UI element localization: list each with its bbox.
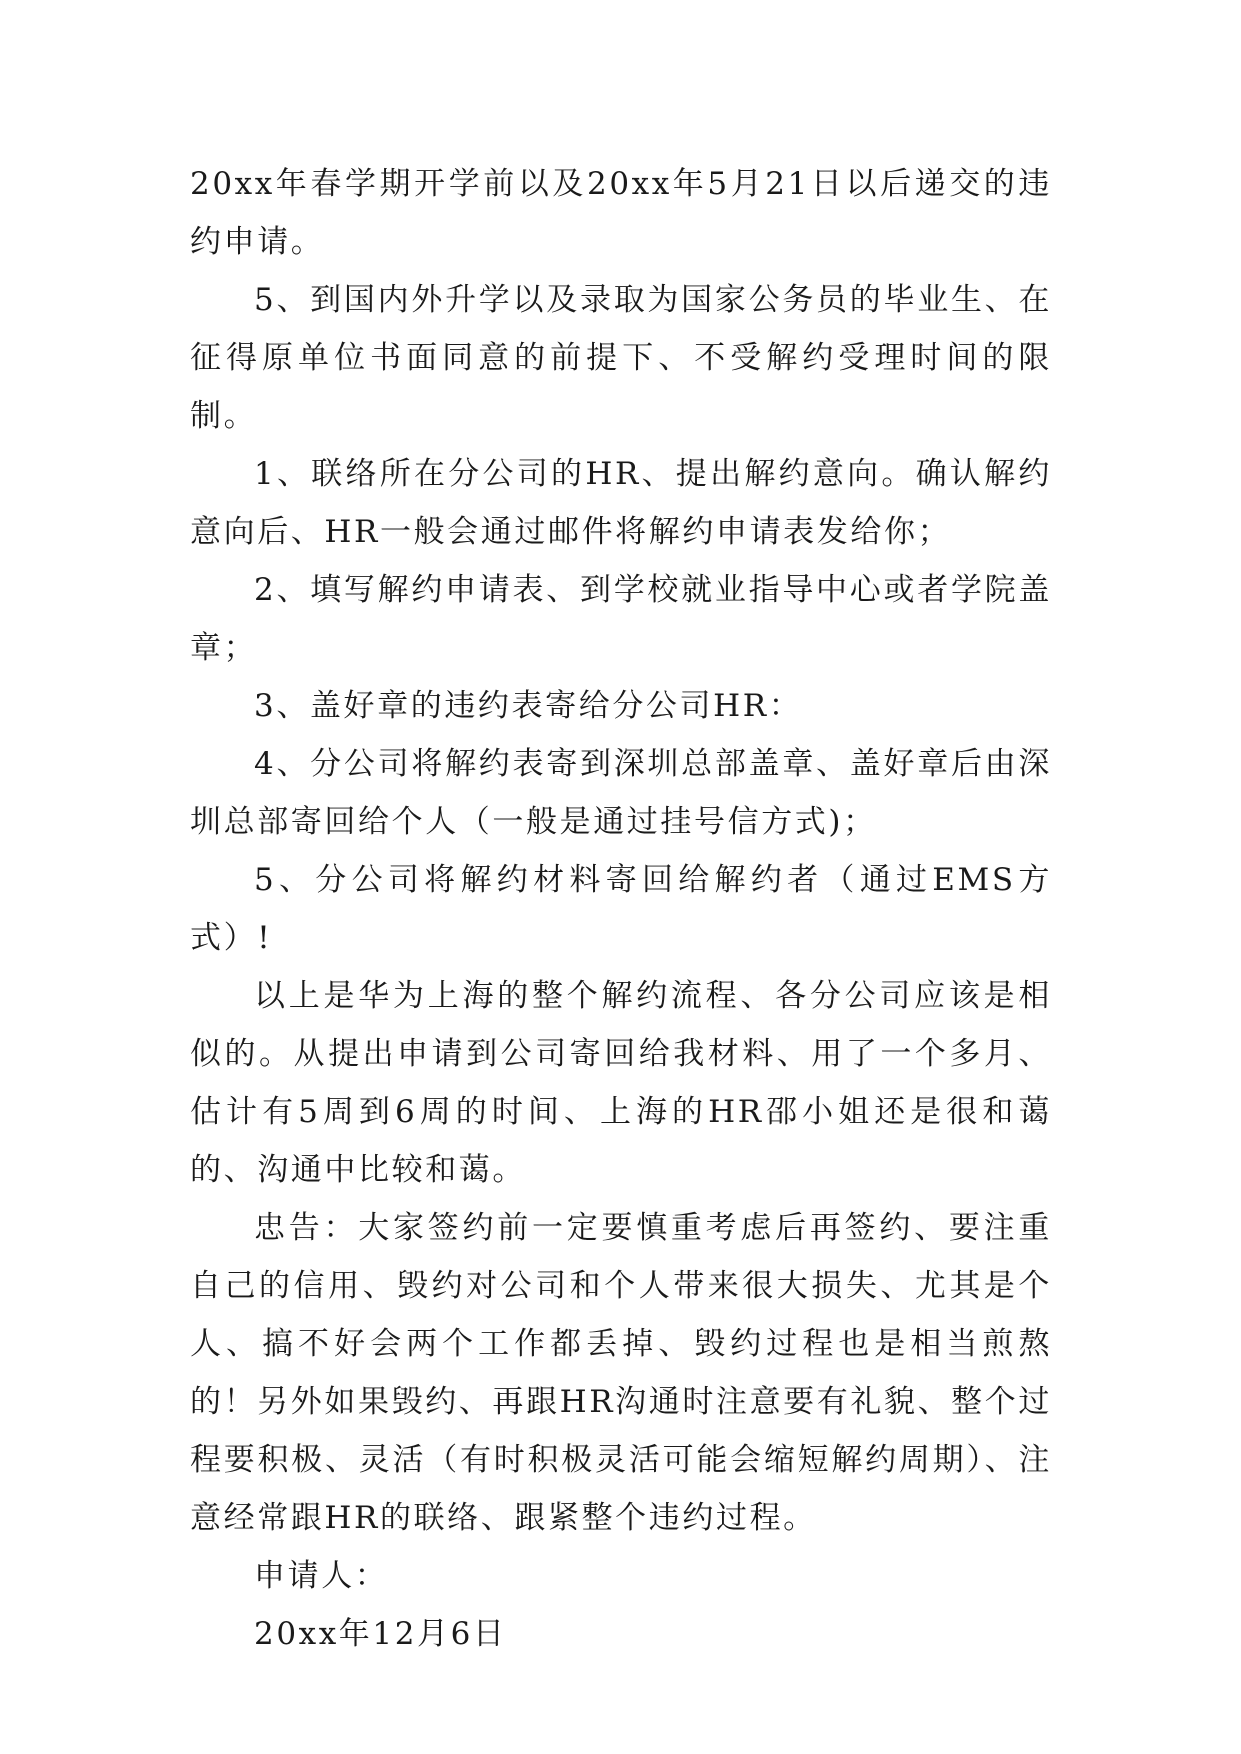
- paragraph-5: 3、盖好章的违约表寄给分公司HR：: [254, 688, 803, 724]
- applicant-label: 申请人：: [254, 1558, 389, 1594]
- paragraph-2: 5、到国内外升学以及录取为国家公务员的毕业生、在征得原单位书面同意的前提下、不受解约受理时间的限制。: [190, 282, 1052, 434]
- paragraph-7: 5、分公司将解约材料寄回给解约者（通过EMS方式）!: [190, 862, 1052, 956]
- paragraph-6: 4、分公司将解约表寄到深圳总部盖章、盖好章后由深圳总部寄回给个人（一般是通过挂号信方式)；: [190, 746, 1052, 840]
- paragraph-1: 20xx年春学期开学前以及20xx年5月21日以后递交的违约申请。: [190, 166, 1052, 260]
- paragraph-4: 2、填写解约申请表、到学校就业指导中心或者学院盖章；: [190, 572, 1052, 666]
- signature-date: 20xx年12月6日: [254, 1616, 507, 1652]
- paragraph-8: 以上是华为上海的整个解约流程、各分公司应该是相似的。从提出申请到公司寄回给我材料、用了一个多月、估计有5周到6周的时间、上海的HR邵小姐还是很和蔼的、沟通中比较和蔼。: [190, 978, 1052, 1188]
- paragraph-3: 1、联络所在分公司的HR、提出解约意向。确认解约意向后、HR一般会通过邮件将解约申请表发给你；: [190, 456, 1052, 550]
- paragraph-9: 忠告：大家签约前一定要慎重考虑后再签约、要注重自己的信用、毁约对公司和个人带来很大损失、尤其是个人、搞不好会两个工作都丢掉、毁约过程也是相当煎熬的！另外如果毁约、再跟HR沟通时注意要有礼貌、整个过程要积极、灵活（有时积极灵活可能会缩短解约周期）、注意经常跟HR的联络、跟紧整个违约过程。: [190, 1210, 1052, 1536]
- document-body: [190, 155, 1052, 1663]
